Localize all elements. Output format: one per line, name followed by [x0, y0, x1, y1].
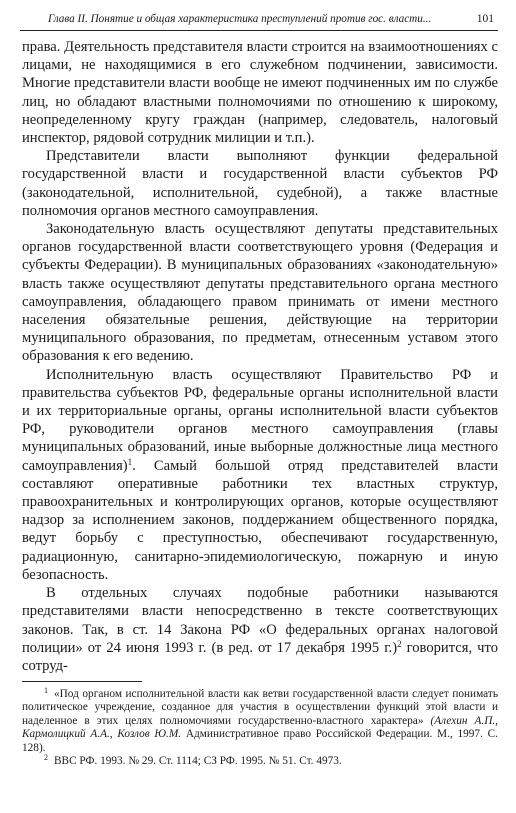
paragraph-4-part-b: . Самый большой отряд представителей власти составляют оперативные работники тех властных структур, правоохранительных и контролирующих органов, которые осуществляют надзор за исполнением законов, поддержанием общественного порядка, ведут борьбу с преступностью, обеспечивают государственную, радиационную, санитарно-эпидемиологическую, пожарную и иную безопасность.: [22, 457, 498, 583]
footnote-divider: [22, 681, 142, 682]
paragraph-5: [22, 584, 498, 675]
paragraph-2: Представители власти выполняют функции федеральной государственной власти и государственной власти субъектов РФ (законодательной, исполнительной, судебной), а также властные полномочия органов местного самоуправления.: [22, 148, 498, 219]
paragraph-3: Законодательную власть осуществляют депутаты представительных органов государственной власти соответствующего уровня (Федерация и субъекты Федерации). В муниципальных образованиях «законодательную» власть также осуществляют депутаты представительного органа местного самоуправления, обладающего правом принимать от имени местного населения обязательные решения, действующие на территории муниципального образования, по предметам, отнесенным уставом этого образования к его ведению.: [22, 221, 498, 365]
footnotes: [22, 688, 498, 768]
footnote-ref-1[interactable]: 1: [127, 456, 133, 467]
footnote-2-mark: 2: [44, 753, 48, 763]
chapter-title: Глава II. Понятие и общая характеристика преступлений против гос. власти...: [48, 13, 432, 25]
footnote-1-text-a: «Под органом исполнительной власти как ветви государственной власти следует понимать политическое учреждение, созданное для участия в осуществлении функций этой власти и наделенное в этих целях полномочиями государственно-властного характера»: [22, 688, 498, 727]
paragraph-5-part-b: говорится, что сотруд-: [22, 639, 498, 674]
footnote-1-mark: 1: [44, 686, 48, 695]
paragraph-1: права. Деятельность представителя власти строится на взаимоотношениях с лицами, не находящимися в его служебном подчинении, зависимости. Многие представители власти вообще не имеют подчиненных им по службе лиц, но обладают властными полномочиями по отношению к широкому, неопределенному кругу граждан (например, следователь, налоговый инспектор, рядовой сотрудник милиции и т.п.).: [22, 39, 498, 147]
paragraph-4-part-a: Исполнительную власть осуществляют Правительство РФ и правительства субъектов РФ, федеральные органы исполнительной власти и их территориальные органы, органы исполнительной власти субъектов РФ, руководители органов местного самоуправления (главы муниципальных образований, иные выборные должностные лица местного самоуправления): [22, 366, 498, 474]
running-header: [20, 8, 498, 31]
footnote-ref-2[interactable]: 2: [397, 638, 402, 649]
footnote-2: [22, 755, 498, 768]
footnote-1: [22, 688, 498, 755]
page-number: 101: [476, 13, 494, 25]
footnote-1-authors: (Алехин А.П., Кармолицкий А.А., Козлов Ю.М.: [22, 714, 498, 741]
footnote-2-text: ВВС РФ. 1993. № 29. Ст. 1114; СЗ РФ. 1995. № 51. Ст. 4973.: [54, 755, 342, 768]
main-text: [22, 38, 498, 675]
footnote-1-text-b: Административное право Российской Федерации. М., 1997. С. 128).: [22, 728, 498, 754]
paragraph-4: [22, 366, 498, 584]
paragraph-5-part-a: В отдельных случаях подобные работники называются представителями власти непосредственно в тексте соответствующих законов. Так, в ст. 14 Закона РФ «О федеральных органах налоговой полиции» от 24 июня 1993 г. (в ред. от 17 декабря 1995 г.): [22, 585, 498, 656]
